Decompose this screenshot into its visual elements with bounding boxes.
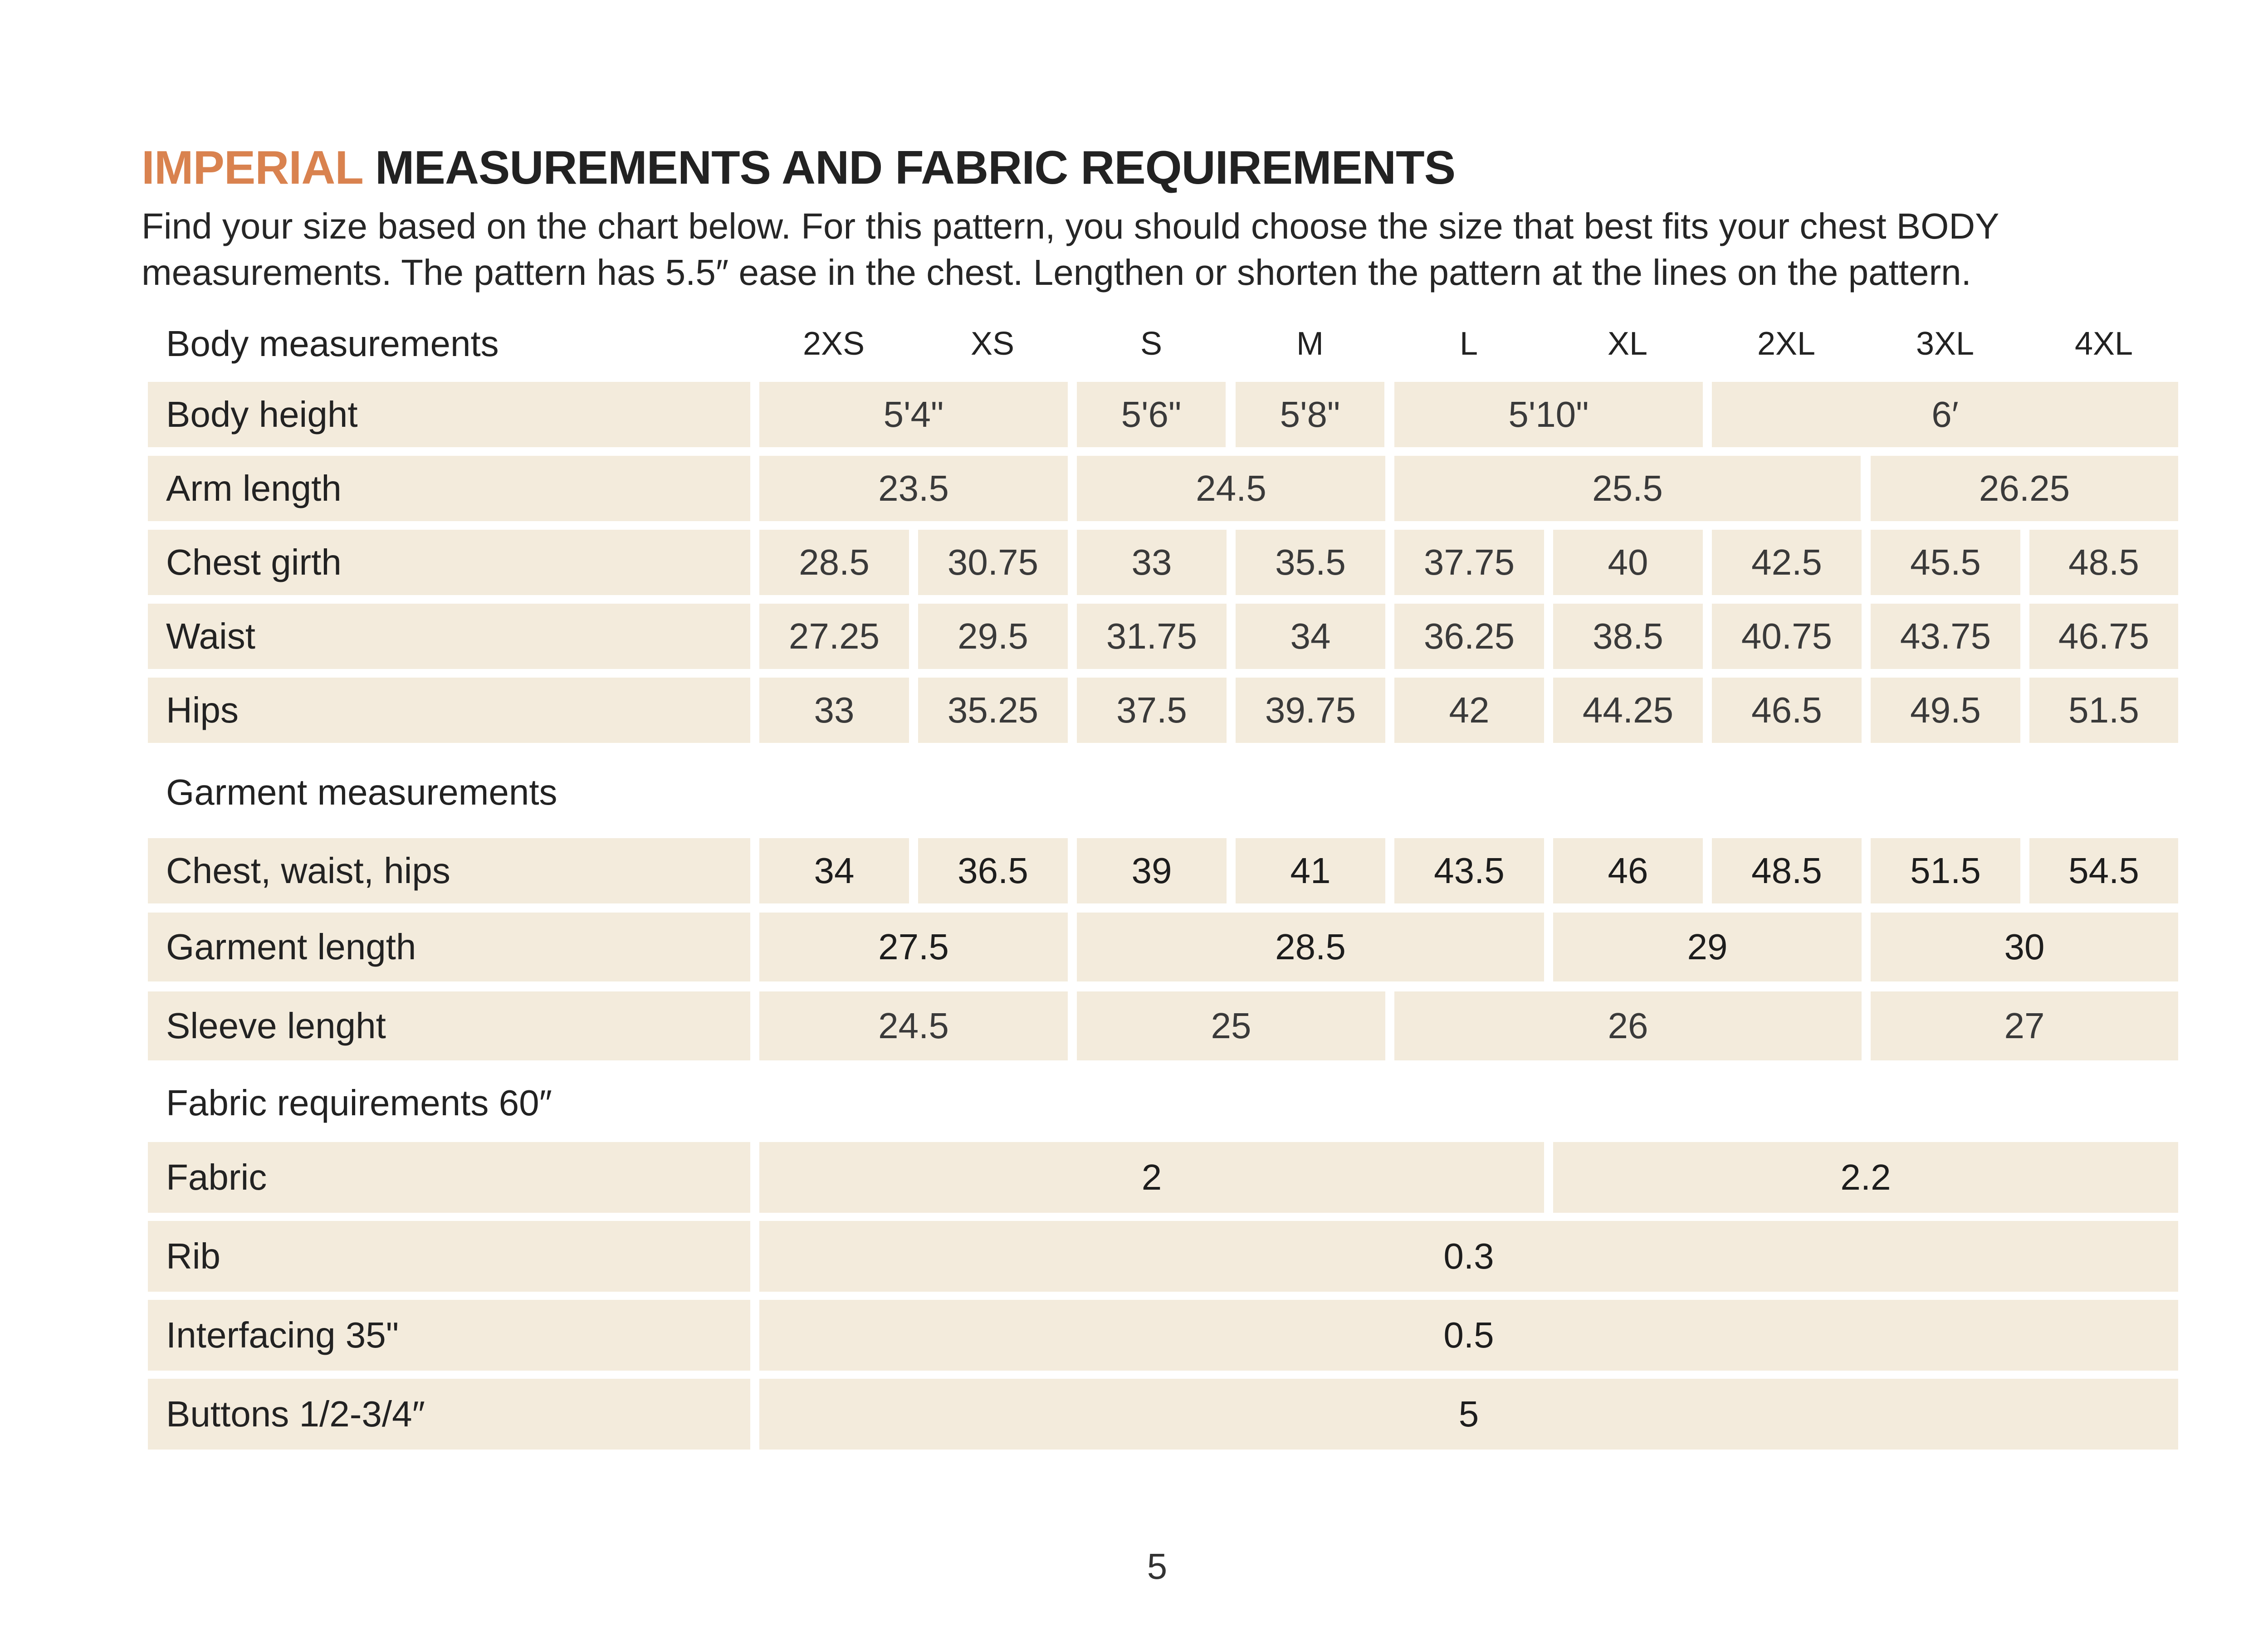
cell-garment-cwh: 39: [1077, 838, 1227, 903]
cell-arm-2xs-xs: 23.5: [759, 456, 1068, 521]
cell-chest: 40: [1553, 530, 1703, 595]
title-rest: MEASUREMENTS AND FABRIC REQUIREMENTS: [375, 142, 1456, 194]
cell-garment-length-s-l: 28.5: [1077, 913, 1544, 981]
cell-hips: 46.5: [1712, 678, 1862, 743]
cell-interfacing: 0.5: [759, 1300, 2178, 1371]
cell-sleeve-2xs-xs: 24.5: [759, 991, 1068, 1060]
row-label-interfacing: Interfacing 35": [148, 1300, 750, 1371]
row-label-chest-waist-hips: Chest, waist, hips: [148, 838, 750, 903]
cell-hips: 35.25: [918, 678, 1068, 743]
cell-arm-3xl-4xl: 26.25: [1871, 456, 2178, 521]
cell-body-height-s: 5'6": [1077, 382, 1226, 447]
cell-garment-cwh: 34: [759, 838, 909, 903]
cell-chest: 37.75: [1394, 530, 1544, 595]
cell-chest: 45.5: [1871, 530, 2020, 595]
cell-garment-length-2xs-xs: 27.5: [759, 913, 1068, 981]
cell-hips: 44.25: [1553, 678, 1703, 743]
size-header-xs: XS: [970, 326, 1015, 362]
cell-body-height-m: 5'8": [1236, 382, 1384, 447]
row-label-rib: Rib: [148, 1221, 750, 1292]
cell-waist: 34: [1236, 604, 1385, 669]
size-header-2xl: 2XL: [1757, 326, 1816, 362]
cell-hips: 49.5: [1871, 678, 2020, 743]
cell-hips: 33: [759, 678, 909, 743]
size-header-m: M: [1296, 326, 1324, 362]
cell-garment-cwh: 54.5: [2029, 838, 2178, 903]
cell-body-height-l-xl: 5'10": [1394, 382, 1703, 447]
size-header-4xl: 4XL: [2074, 326, 2133, 362]
size-chart: [148, 0, 2178, 1650]
cell-garment-cwh: 48.5: [1712, 838, 1862, 903]
cell-arm-s-m: 24.5: [1077, 456, 1385, 521]
cell-sleeve-l-2xl: 26: [1394, 991, 1862, 1060]
cell-waist: 36.25: [1394, 604, 1544, 669]
cell-chest: 48.5: [2029, 530, 2178, 595]
size-header-l: L: [1459, 326, 1478, 362]
size-header-3xl: 3XL: [1916, 326, 1975, 362]
cell-fabric-xl-4xl: 2.2: [1553, 1142, 2178, 1213]
cell-waist: 29.5: [918, 604, 1068, 669]
cell-chest: 30.75: [918, 530, 1068, 595]
cell-chest: 42.5: [1712, 530, 1862, 595]
cell-garment-length-3xl-4xl: 30: [1871, 913, 2178, 981]
cell-waist: 40.75: [1712, 604, 1862, 669]
cell-buttons: 5: [759, 1379, 2178, 1450]
cell-garment-cwh: 36.5: [918, 838, 1068, 903]
row-label-buttons: Buttons 1/2-3/4″: [148, 1379, 750, 1450]
row-label-fabric: Fabric: [148, 1142, 750, 1213]
cell-hips: 42: [1394, 678, 1544, 743]
cell-garment-cwh: 41: [1236, 838, 1385, 903]
cell-garment-cwh: 51.5: [1871, 838, 2020, 903]
cell-chest: 33: [1077, 530, 1227, 595]
cell-garment-cwh: 46: [1553, 838, 1703, 903]
garment-measurements-header: Garment measurements: [166, 772, 557, 812]
cell-waist: 27.25: [759, 604, 909, 669]
cell-garment-length-xl-2xl: 29: [1553, 913, 1862, 981]
row-label-hips: Hips: [148, 678, 750, 743]
cell-body-height-2xs-xs: 5'4": [759, 382, 1068, 447]
size-header-s: S: [1140, 326, 1163, 362]
cell-rib: 0.3: [759, 1221, 2178, 1292]
intro-line-1: Find your size based on the chart below. For this pattern, you should choose the size that best fits your chest BODY: [142, 206, 1999, 246]
cell-garment-cwh: 43.5: [1394, 838, 1544, 903]
page-number: 5: [1147, 1546, 1168, 1587]
row-label-waist: Waist: [148, 604, 750, 669]
body-measurements-header: Body measurements: [166, 323, 499, 364]
row-label-arm-length: Arm length: [148, 456, 750, 521]
cell-sleeve-3xl-4xl: 27: [1871, 991, 2178, 1060]
cell-fabric-2xs-l: 2: [759, 1142, 1544, 1213]
cell-waist: 43.75: [1871, 604, 2020, 669]
cell-chest: 35.5: [1236, 530, 1385, 595]
row-label-sleeve-length: Sleeve lenght: [148, 991, 750, 1060]
size-header-xl: XL: [1607, 326, 1648, 362]
cell-waist: 31.75: [1077, 604, 1227, 669]
cell-chest: 28.5: [759, 530, 909, 595]
cell-hips: 51.5: [2029, 678, 2178, 743]
cell-hips: 37.5: [1077, 678, 1227, 743]
fabric-requirements-header: Fabric requirements 60″: [166, 1083, 552, 1123]
size-header-2xs: 2XS: [802, 326, 865, 362]
cell-waist: 46.75: [2029, 604, 2178, 669]
cell-hips: 39.75: [1236, 678, 1385, 743]
cell-sleeve-s-m: 25: [1077, 991, 1385, 1060]
row-label-body-height: Body height: [148, 382, 750, 447]
cell-waist: 38.5: [1553, 604, 1703, 669]
cell-arm-l-2xl: 25.5: [1394, 456, 1861, 521]
row-label-garment-length: Garment length: [148, 913, 750, 981]
intro-line-2: measurements. The pattern has 5.5″ ease in the chest. Lengthen or shorten the pattern at the lines on the pattern.: [142, 252, 1971, 293]
cell-body-height-2xl-4xl: 6′: [1712, 382, 2178, 447]
row-label-chest-girth: Chest girth: [148, 530, 750, 595]
title-accent: IMPERIAL: [142, 142, 363, 194]
